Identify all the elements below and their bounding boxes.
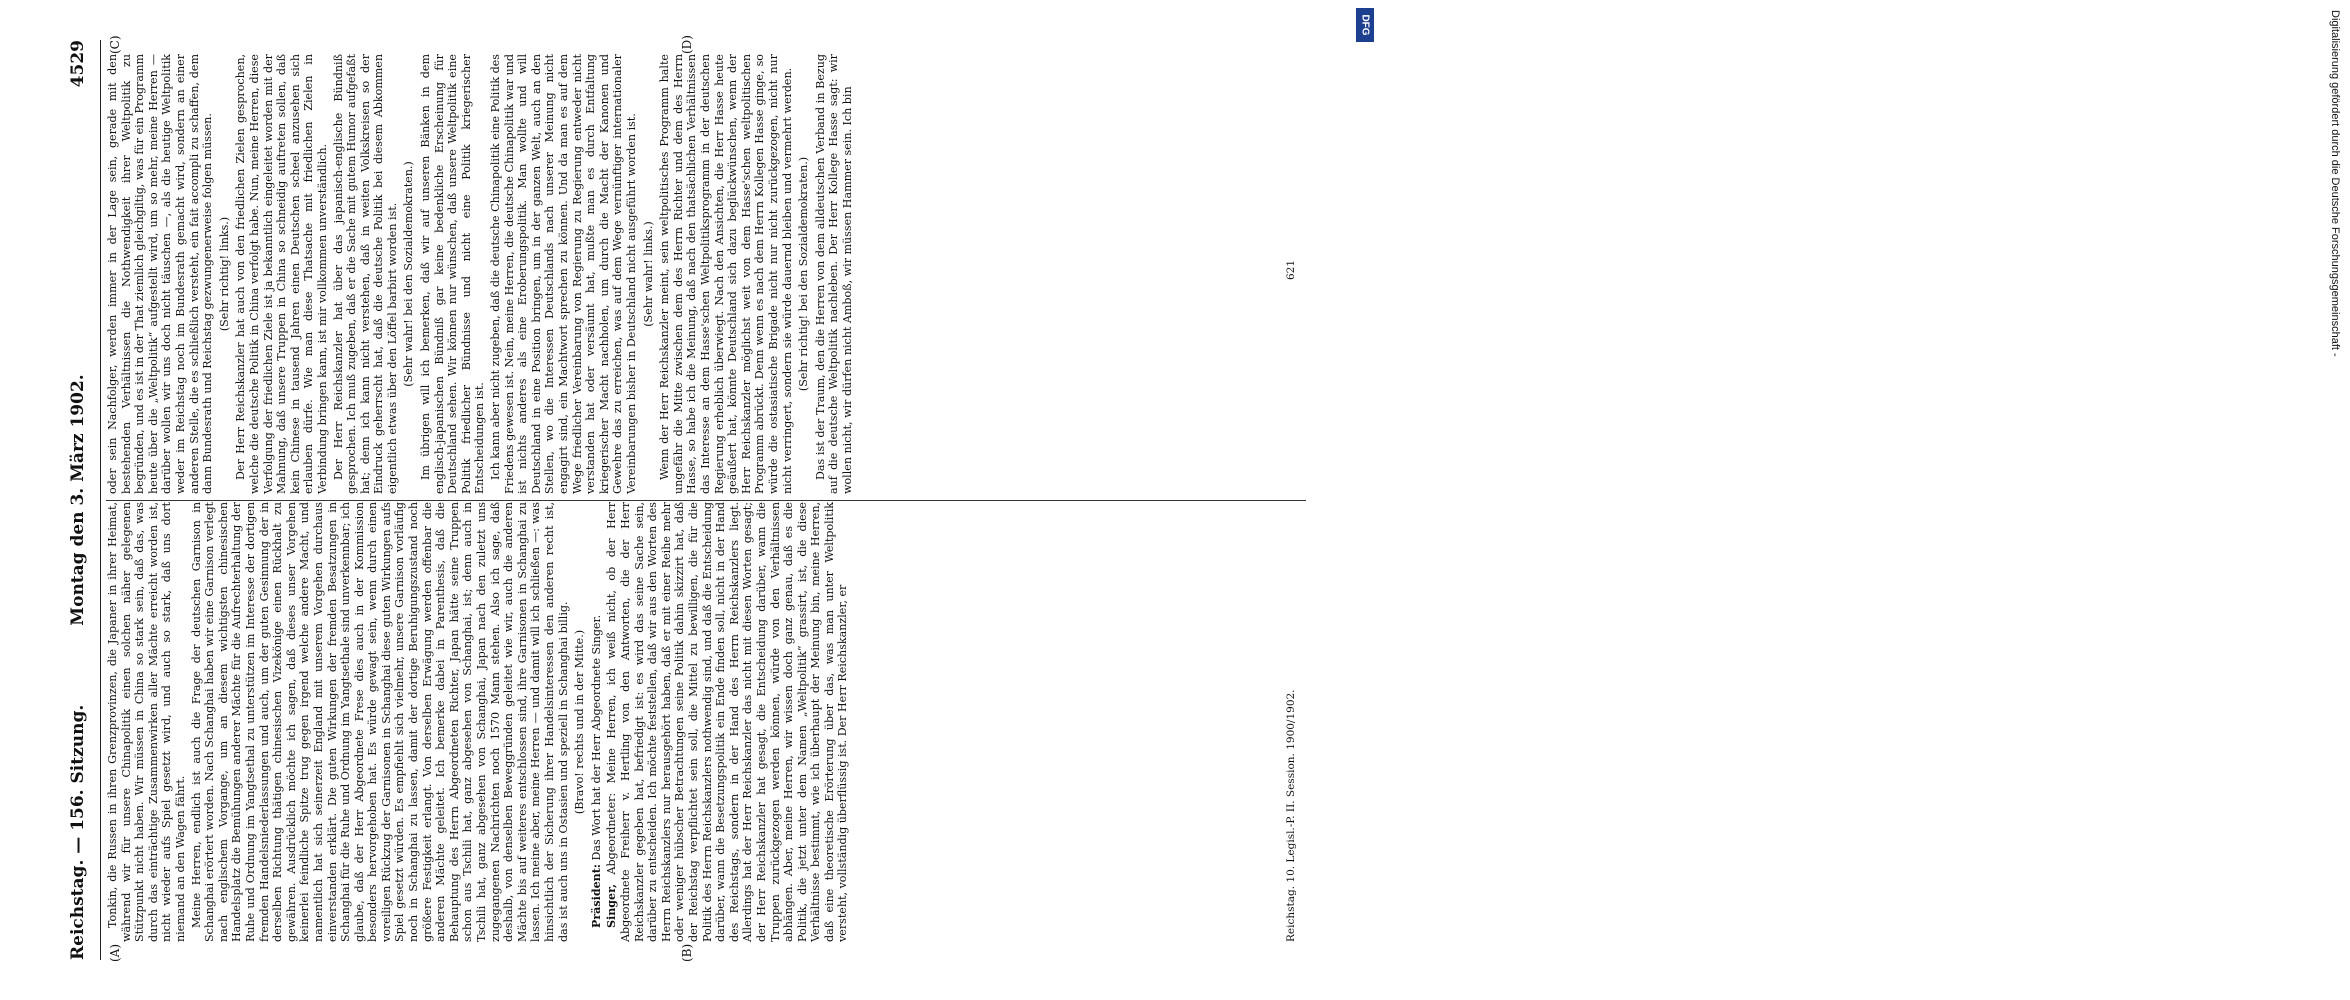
body-paragraph: Meine Herren, endlich ist auch die Frage der deutschen Garnison in Schanghai erörtert worden. Nach Schanghai haben wir eine Garnison verlegt nach englischem Vorgange, um an diesem wichtigsten chinesischen Handelsplatz die Bemühungen anderer Mächte für die Aufrechterhaltung der Ruhe und Ordnung im Yangtsethal zu unterstützen im Interesse der dortigen fremden Handelsniederlassungen und auch, um der guten Gesinnung der in derselben Richtung thätigen chinesischen Vizekönige einen Rückhalt zu gewähren. Ausdrücklich möchte ich sagen, daß dieses unser Vorgehen keinerlei feindliche Spitze trug gegen irgend welche andere Macht, und namentlich hat sich seinerzeit England mit unserem Vorgehen durchaus einverstanden erklärt. Die guten Wirkungen der fremden Besatzungen in Schanghai für die Ruhe und Ordnung im Yangtsethale sind unverkennbar; ich glaube, daß der Herr Abgeordnete Frese dies auch in der Kommission besonders hervorgehoben hat. Es würde gewagt sein, wenn durch einen voreiligen Rückzug der Garnisonen in Schanghai diese guten Wirkungen aufs Spiel gesetzt würden. Es empfiehlt sich vielmehr, unsere Garnison vorläufig noch in Schanghai zu lassen, damit der dortige Beruhigungszustand noch größere Festigkeit erlangt. Von derselben Erwägung werden offenbar die anderen Mächte geleitet. Ich bemerke dabei in Parenthesis, daß die Behauptung des Herrn Abgeordneten Richter, Japan hätte seine Truppen schon aus Tschili hat, ganz abgesehen von Schanghai, ist; denn auch in Tschili hat, ganz abgesehen von Schanghai, Japan nach den zuletzt uns zugegangenen Nachrichten noch 1570 Mann stehen. Also ich sage, daß deshalb, von denselben Beweggründen geleitet wie wir, auch die anderen Mächte bis auf weiteres entschlossen sind, ihre Garnisonen in Schanghai zu lassen. Ich meine aber, meine Herren — und damit will ich schließen —: was hinsichtlich der Sicherung ihrer Handelsinteressen den anderen recht ist, das ist auch uns in Ostasien und speziell in Schanghai billig. bbox=[189, 502, 570, 942]
speaker-name: Präsident: bbox=[589, 864, 603, 928]
body-paragraph: oder sein Nachfolger, werden immer in der Lage sein, gerade mit den bestehenden Verhältnissen die Nothwendigkeit ihrer Weltpolitik zu begründen, und es ist in der That ziemlich gleichgiltig, was für ein Programm heute über die „Weltpolitik“ aufgestellt wird, um so mehr, meine Herren — darüber wollen wir uns doch nicht täuschen —, als die heutige Weltpolitik weder im Reichstag noch im Bundesrath gemacht wird, sondern an einer anderen Stelle, die es schließlich versteht, ein fait accompli zu schaffen, dem dann Bundesrath und Reichstag gezwungenerweise folgen müssen. bbox=[106, 54, 215, 494]
body-paragraph: Im übrigen will ich bemerken, daß wir auf unseren Bänken in dem englisch-japanischen Bündniß gar keine bedenkliche Erscheinung für Deutschland sehen. Wir können nur wünschen, daß unsere Weltpolitik eine Politik friedlicher Bündnisse und nicht eine Politik kriegerischer Entscheidungen ist. bbox=[419, 54, 487, 494]
header-date: Montag den 3. März 1902. bbox=[68, 374, 88, 626]
speaker-paragraph bbox=[590, 502, 604, 942]
speech-text: Abgeordneter: Meine Herren, ich weiß nicht, ob der Herr Abgeordnete Freiherr v. Hertling von den Antworten, die der Herr Reichskanzler gegeben hat, befriedigt ist: es wird das seine Sache sein, darüber zu entscheiden. Ich möchte feststellen, daß wir aus den Worten des Herrn Reichskanzlers nur herausgehört haben, daß er mit einer Reihe mehr oder weniger hübscher Betrachtungen seine Politik dahin skizzirt hat, daß der Reichstag verpflichtet sein soll, die Mittel zu bewilligen, die für die Politik des Herrn Reichskanzlers nothwendig sind, und daß die Entscheidung darüber, wann die Besetzungspolitik ein Ende finden soll, nicht in der Hand des Reichstags, sondern in der Hand des Herrn Reichskanzlers liegt. Allerdings hat der Herr Reichskanzler das nicht mit diesen Worten gesagt; der Herr Reichskanzler hat gesagt, die Entscheidung darüber, wann die Truppen zurückgezogen werden können, würde von den Verhältnissen abhängen. Aber, meine Herren, wir wissen doch ganz genau, daß es die Politik, die jetzt unter dem Namen „Weltpolitik“ grassirt, ist, die diese Verhältnisse bestimmt, wie ich überhaupt der Meinung bin, meine Herren, daß eine theoretische Erörterung über das, was man unter Weltpolitik versteht, vollständig überflüssig ist. Der Herr Reichskanzler, er bbox=[605, 501, 850, 942]
footer-sheet-number: 621 bbox=[1285, 259, 1297, 280]
left-column bbox=[106, 502, 852, 942]
interjection: (Sehr richtig! links.) bbox=[217, 216, 231, 332]
margin-marker-c: (C) bbox=[108, 35, 122, 54]
body-paragraph: Der Herr Reichskanzler hat auch von den friedlichen Zielen gesprochen, welche die deutsche Politik in China verfolgt habe. Nun, meine Herren, diese Verfolgung der friedlichen Ziele ist ja bekanntlich eingeleitet worden mit der Mahnung, daß unsere Truppen in China so schneidig auftreten sollen, daß kein Chinese in tausend Jahren einen Deutschen scheel anzusehen sich erlauben dürfe. Wie man diese Thatsache mit friedlichen Zielen in Verbindung bringen kann, ist mir vollkommen unverständlich. bbox=[234, 54, 329, 494]
speech-text: Das Wort hat der Herr Abgeordnete Singer. bbox=[589, 614, 603, 861]
margin-marker-d: (D) bbox=[680, 35, 694, 54]
dfg-logo-text: DFG bbox=[1359, 14, 1371, 36]
speaker-name: Singer, bbox=[605, 883, 619, 928]
digitization-credit bbox=[1350, 0, 2341, 1000]
dfg-logo bbox=[1356, 8, 1374, 42]
interjection: (Sehr wahr! bei den Sozialdemokraten.) bbox=[402, 161, 416, 387]
body-paragraph: Ich kann aber nicht zugeben, daß die deutsche Chinapolitik eine Politik des Friedens gewesen ist. Nein, meine Herren, die deutsche Chinapolitik war und ist nichts anderes als eine Eroberungspolitik. Man wollte und will Deutschland in eine Position bringen, um in der ganzen Welt, auch an den Stellen, wo die Interessen Deutschlands nach unserer Meinung nicht engagirt sind, ein Machtwort sprechen zu können. Und da man es auf dem Wege friedlicher Vereinbarung von Regierung zu Regierung entweder nicht verstanden hat oder versäumt hat, mußte man es durch Entfaltung kriegerischer Macht nachholen, um durch die Macht der Kanonen und Gewehre das zu erreichen, was auf dem Wege vernünftiger internationaler Vereinbarungen bisher in Deutschland nicht ausgeführt worden ist. bbox=[489, 54, 638, 494]
interjection: (Bravo! rechts und in der Mitte.) bbox=[573, 629, 587, 815]
document-page bbox=[40, 0, 1340, 1000]
interjection: (Sehr richtig! bei den Sozialdemokraten.) bbox=[797, 156, 811, 392]
rotated-document-page bbox=[40, 0, 1340, 1000]
body-paragraph: Der Herr Reichskanzler hat über das japanisch-englische Bündniß gesprochen. Ich muß zugeben, daß er die Sache mit gutem Humor aufgefaßt hat; denn ich kann nicht verstehen, daß in weiten Volkskreisen so der Eindruck geherrscht hat, daß die deutsche Politik bei diesem Abkommen eigentlich etwas über den Löffel barbirt worden ist. bbox=[331, 54, 399, 494]
body-paragraph: Das ist der Traum, den die Herren von dem alldeutschen Verband in Bezug auf die deutsche Weltpolitik nachleben. Der Herr Kollege Hasse sagt: wir wollen nicht, wir dürfen nicht Amboß, wir müssen Hammer sein. Ich bin bbox=[813, 54, 854, 494]
header-session-title: Reichstag. — 156. Sitzung. bbox=[68, 704, 88, 960]
digitization-credit-text: Digitalisierung gefördert durch die Deutsche Forschungsgemeinschaft - bbox=[2329, 10, 2341, 357]
margin-marker-a: (A) bbox=[108, 943, 122, 962]
interjection: (Sehr wahr! links.) bbox=[641, 221, 655, 327]
page-header bbox=[58, 40, 98, 960]
header-rule bbox=[100, 40, 101, 960]
body-paragraph: Wenn der Herr Reichskanzler meint, sein weltpolitisches Programm halte ungefähr die Mitte zwischen dem des Herrn Richter und dem des Herrn Hasse, so habe ich die Meinung, daß nach den thatsächlichen Verhältnissen das Interesse an dem Hasse'schen Weltpolitiksprogramm in der deutschen Regierung erheblich überwiegt. Nach den Ansichten, die Herr Hasse heute geäußert hat, könnte Deutschland sich dazu beglückwünschen, wenn der Herr Reichskanzler möglichst weit von dem Hasse'schen weltpolitischen Programm abrückt. Denn wenn es nach dem Herrn Kollegen Hasse ginge, so würde die ostasiatische Brigade nicht nur nicht zurückgezogen, nicht nur nicht verringert, sondern sie würde dauernd bleiben und vermehrt werden. bbox=[658, 54, 794, 494]
column-divider bbox=[106, 500, 1306, 501]
speaker-paragraph bbox=[605, 502, 850, 942]
body-paragraph: Tonkin, die Russen in ihren Grenzprovinzen, die Japaner in ihrer Heimat, während wir für unsere Chinapolitik einen solchen näher gelegenen Stützpunkt nicht haben. Wir müssen in China so stark sein, daß das, was durch das einträchtige Zusammenwirken aller Mächte erreicht worden ist, nicht wieder aufs Spiel gesetzt wird, und auch so stark, daß uns dort niemand an den Wagen fährt. bbox=[106, 502, 187, 942]
header-page-number: 4529 bbox=[68, 40, 88, 88]
right-column bbox=[106, 54, 856, 494]
footer-legislature: Reichstag. 10. Legisl.-P. II. Session. 1900/1902. bbox=[1285, 689, 1297, 942]
margin-marker-b: (B) bbox=[680, 943, 694, 962]
